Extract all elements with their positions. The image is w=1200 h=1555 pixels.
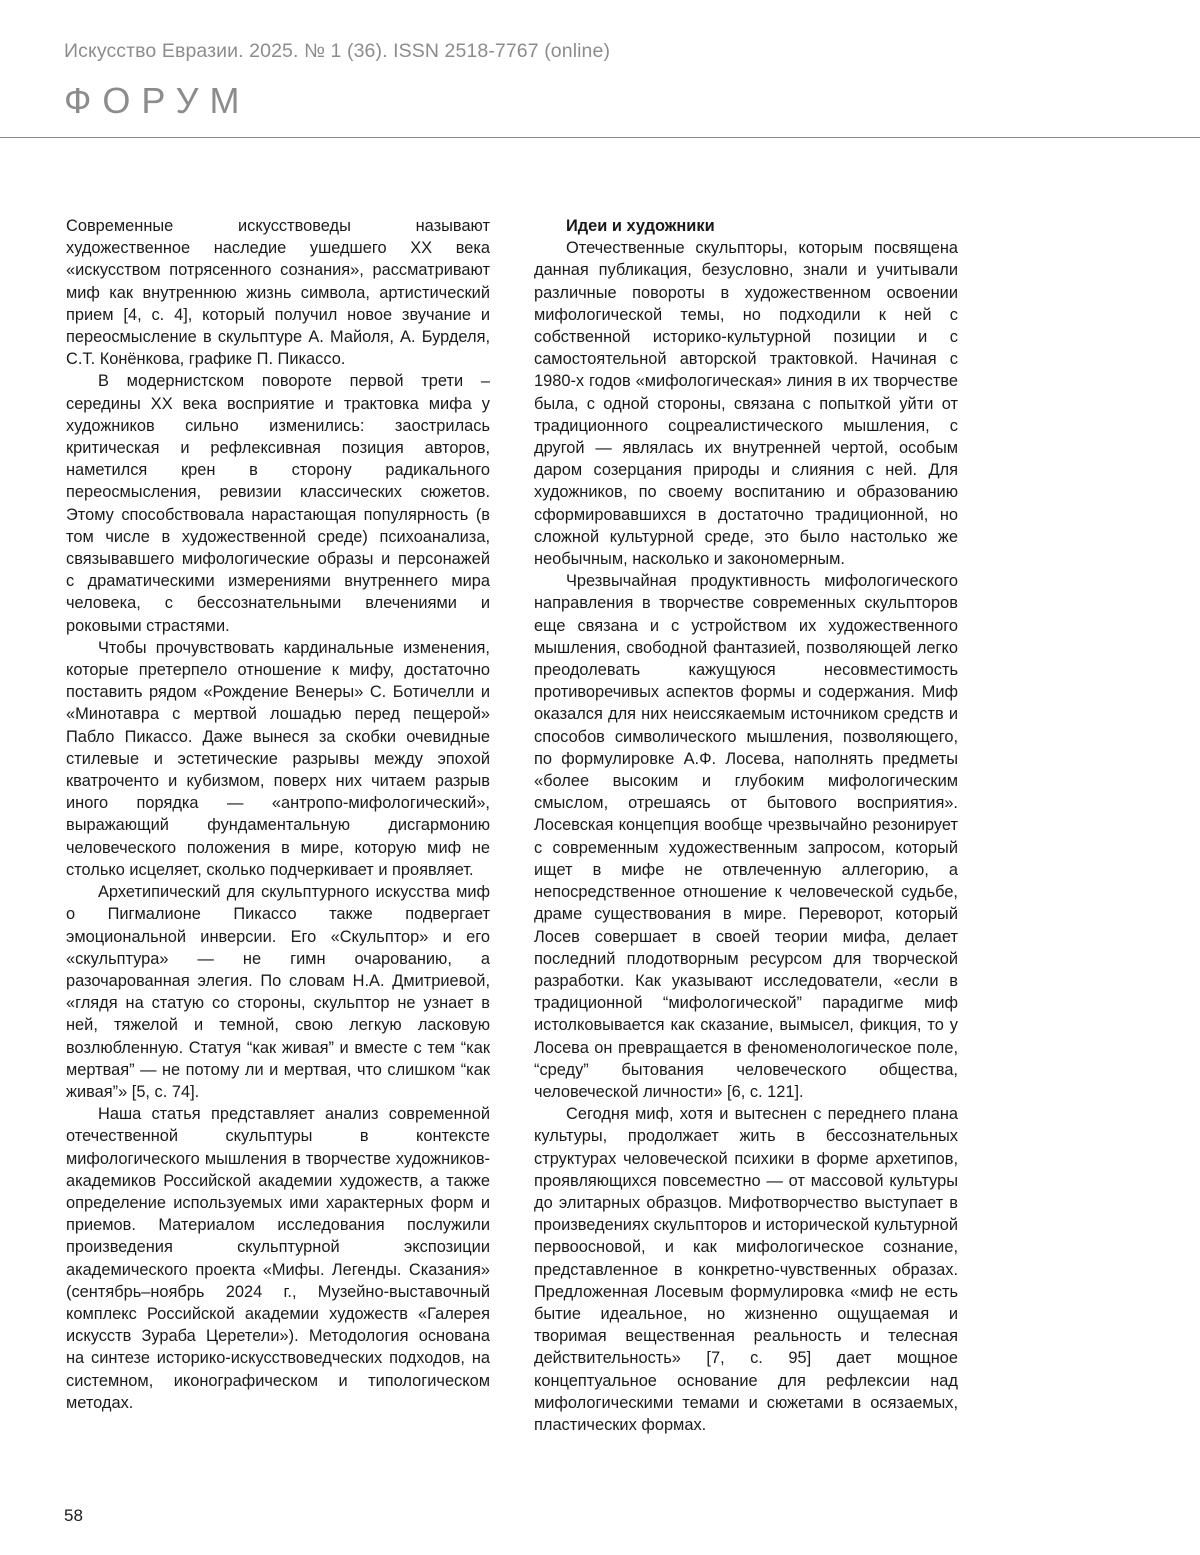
right-column [534,215,958,1436]
paragraph-modernist-turn: В модернистском повороте первой трети – середины XX века восприятие и трактовка мифа у художников сильно изменились: заострилась критическая и рефлексивная позиция авторов, наметился крен в сторону радикального переосмысления, ревизии классических сюжетов. Этому способствовала нарастающая популярность (в том числе в художественной среде) психоанализа, связывавшего мифологические образы и персонажей с драматическими измерениями внутреннего мира человека, с бессознательными влечениями и роковыми страстями. [66,372,490,635]
paragraph-pygmalion: Архетипический для скульптурного искусства миф о Пигмалионе Пикассо также подвергает эмоциональной инверсии. Его «Скульптор» и его «скульптура» — не гимн очарованию, а разочарованная элегия. По словам Н.А. Дмитриевой, «глядя на статую со стороны, скульптор не узнает в ней, тяжелой и темной, свою легкую ласковую возлюбленную. Статуя “как живая” и вместе с тем “как мертвая” — не потому ли и мертвая, что слишком “как живая”» [5, с. 74]. [66,883,490,1101]
section-title: ФОРУМ [64,80,251,121]
section-heading: Идеи и художники [566,217,715,235]
paragraph-domestic-sculptors: Отечественные скульпторы, которым посвящена данная публикация, безусловно, знали и учитывали различные повороты в художественном освоении мифологической темы, но подходили к ней с собственной историко-культурной позиции и с самостоятельной авторской трактовкой. Начиная с 1980-х годов «мифологическая» линия в их творчестве была, с одной стороны, связана с попыткой уйти от традиционного соцреалистического мышления, с другой — являлась их внутренней чертой, особым даром созерцания природы и слияния с ней. Для художников, по своему воспитанию и образованию сформировавшихся в достаточно традиционной, но сложной культурной среде, это было настолько же необычным, насколько и закономерным. [534,239,958,569]
header-divider [0,137,1200,138]
paragraph-intro: Современные искусствоведы называют художественное наследие ушедшего XX века «искусством потрясенного сознания», рассматривают миф как внутреннюю жизнь символа, артистический прием [4, с. 4], который получил новое звучание и переосмысление в скульптуре А. Майоля, А. Бурделя, С.Т. Конёнкова, графике П. Пикассо. [66,217,490,369]
left-column [66,215,490,1414]
running-head: Искусство Евразии. 2025. № 1 (36). ISSN 2518-7767 (online) [64,40,611,62]
paragraph-venus-minotaur: Чтобы прочувствовать кардинальные изменения, которые претерпело отношение к мифу, достаточно поставить рядом «Рождение Венеры» С. Ботичелли и «Минотавра с мертвой лошадью перед пещерой» Пабло Пикассо. Даже вынеся за скобки очевидные стилевые и эстетические разрывы между эпохой кватроченто и кубизмом, поверх них читаем разрыв иного порядка — «антропо-мифологический», выражающий фундаментальную дисгармонию человеческого положения в мире, которую миф не столько исцеляет, сколько подчеркивает и проявляет. [66,638,490,879]
page-number: 58 [64,1506,83,1525]
paragraph-article-aims: Наша статья представляет анализ современной отечественной скульптуры в контексте мифологического мышления в творчестве художников-академиков Российской академии художеств, а также определение используемых ими характерных форм и приемов. Материалом исследования послужили произведения скульптурной экспозиции академического проекта «Мифы. Легенды. Сказания» (сентябрь–ноябрь 2024 г., Музейно-выставочный комплекс Российской академии художеств «Галерея искусств Зураба Церетели»). Методология основана на синтезе историко-искусствоведческих подходов, на системном, иконографическом и типологическом методах. [66,1105,490,1412]
paragraph-myth-today: Сегодня миф, хотя и вытеснен с переднего плана культуры, продолжает жить в бессознательных структурах человеческой психики в форме архетипов, проявляющихся повсеместно — от массовой культуры до элитарных образцов. Мифотворчество выступает в произведениях скульпторов и исторической культурной первоосновой, и как мифологическое сознание, представленное в конкретно-чувственных образах. Предложенная Лосевым формулировка «миф не есть бытие идеальное, но жизненно ощущаемая и творимая вещественная реальность и телесная действительность» [7, с. 95] дает мощное концептуальное основание для рефлексии над мифологическими темами и сюжетами в осязаемых, пластических формах. [534,1105,958,1434]
paragraph-losev-concept: Чрезвычайная продуктивность мифологического направления в творчестве современных скульпторов еще связана и с устройством их художественного мышления, свободной фантазией, позволяющей легко преодолевать кажущуюся несовместимость противоречивых аспектов формы и содержания. Миф оказался для них неиссякаемым источником средств и способов символического мышления, позволяющего, по формулировке А.Ф. Лосева, наполнять предметы «более высоким и глубоким мифологическим смыслом, отрешаясь от бытового восприятия». Лосевская концепция вообще чрезвычайно резонирует с современным художественным запросом, который ищет в мифе не отвлеченную аллегорию, а непосредственное отношение к человеческой судьбе, драме существования в мире. Переворот, который Лосев совершает в своей теории мифа, делает последний плодотворным ресурсом для творческой разработки. Как указывают исследователи, «если в традиционной “мифологической” парадигме миф истолковывается как сказание, вымысел, фикция, то у Лосева он превращается в феноменологическое поле, “среду” бытования человеческого общества, человеческой личности» [6, с. 121]. [534,572,958,1101]
